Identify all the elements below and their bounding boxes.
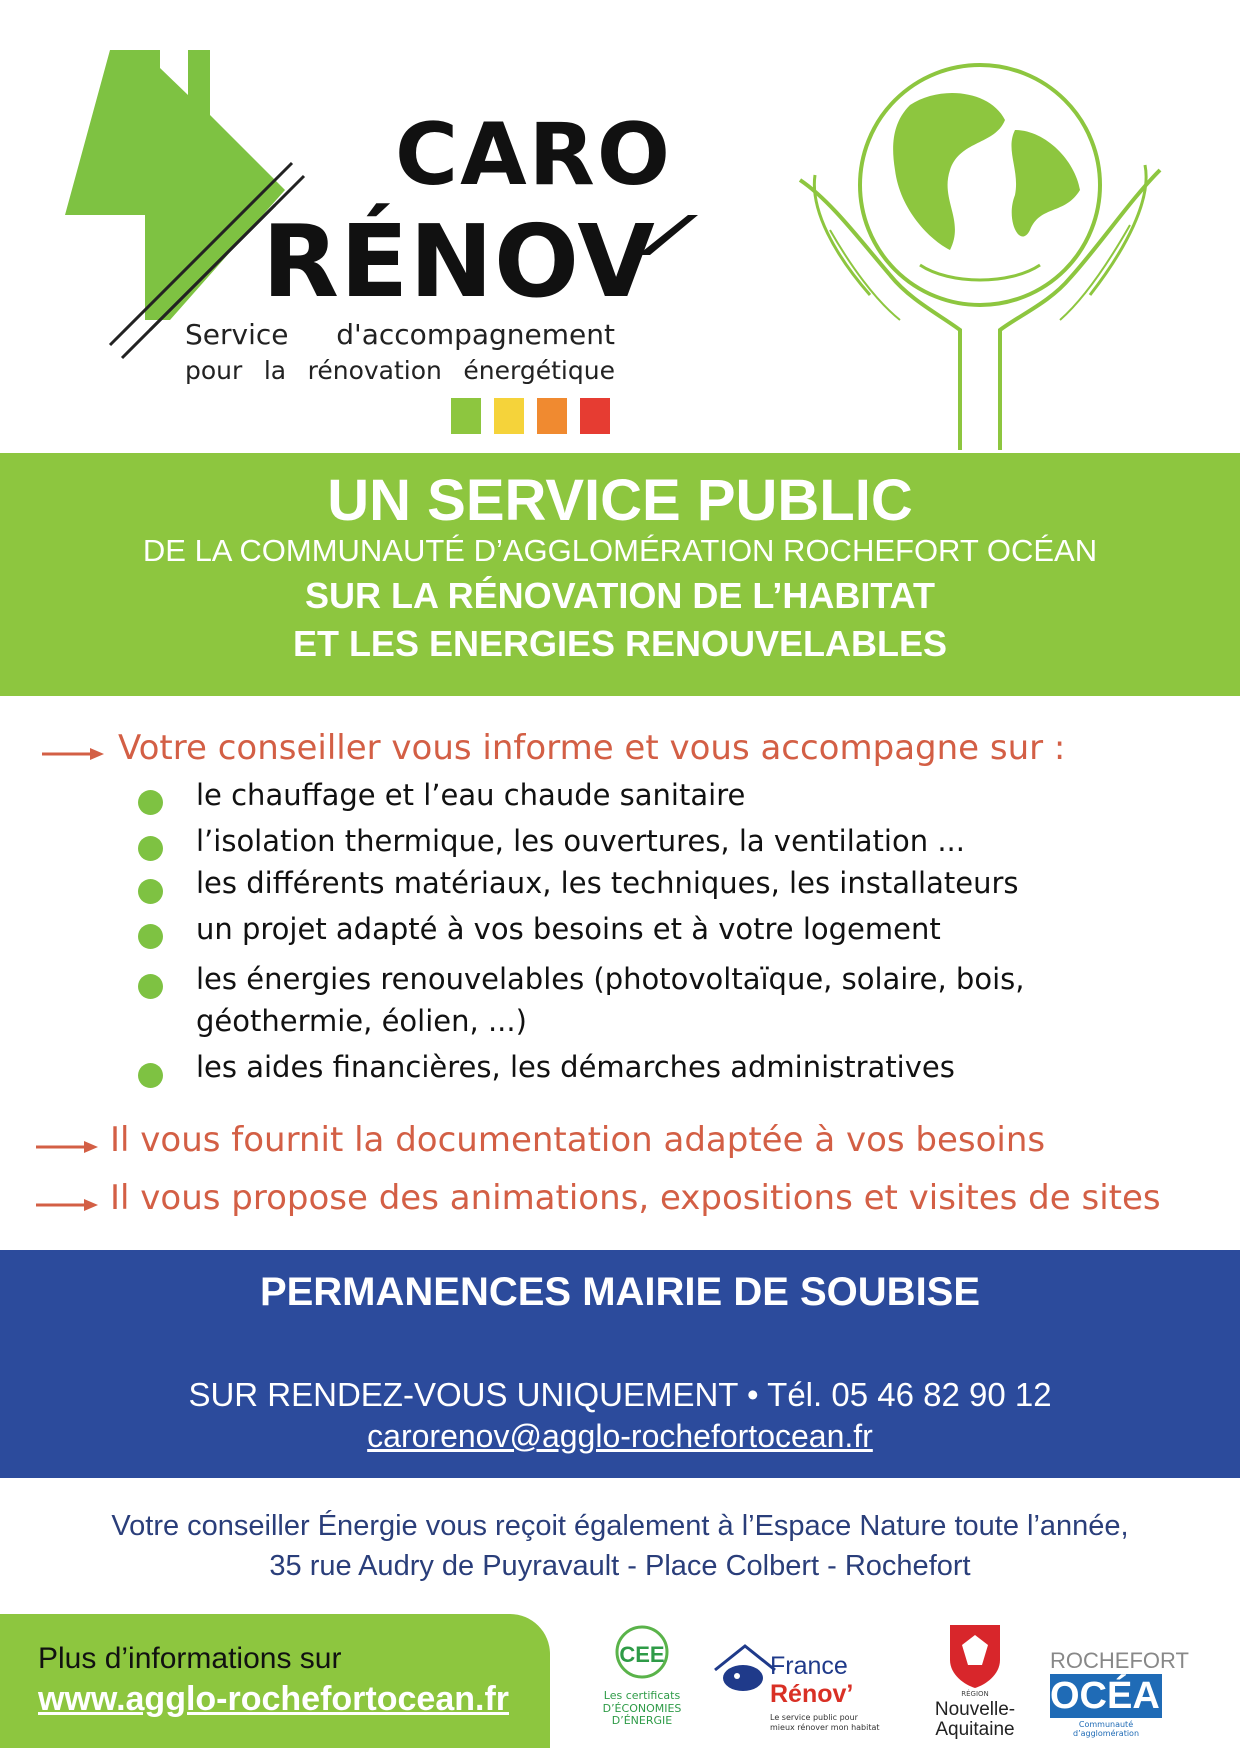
- france-renov-caption: Le service public pour mieux rénover mon habitat: [770, 1713, 880, 1732]
- bullet-icon: [138, 1063, 163, 1088]
- tagline-word: pour: [185, 356, 243, 385]
- list-item: le chauffage et l’eau chaude sanitaire: [196, 778, 746, 812]
- appointment-phone: SUR RENDEZ-VOUS UNIQUEMENT • Tél. 05 46 82 90 12: [188, 1376, 1052, 1413]
- band-title: UN SERVICE PUBLIC: [327, 468, 913, 533]
- tagline-word: d'accompagnement: [336, 318, 615, 351]
- swatch-yellow: [494, 398, 524, 434]
- cee-caption: Les certificats D’ÉCONOMIES D’ÉNERGIE: [602, 1689, 682, 1728]
- nouvelle-aquitaine-crest-icon: [940, 1620, 1010, 1690]
- france-renov-word2: Rénov’: [770, 1680, 854, 1708]
- arrow-right-icon: [42, 747, 104, 761]
- cee-logo-icon: [596, 1622, 688, 1747]
- service-public-band: [0, 453, 1240, 696]
- bullet-icon: [138, 836, 163, 861]
- bullet-icon: [138, 924, 163, 949]
- list-item: les différents matériaux, les techniques, les installateurs: [196, 866, 1019, 900]
- band-subtitle: DE LA COMMUNAUTÉ D’AGGLOMÉRATION ROCHEFORT OCÉAN: [142, 533, 1098, 568]
- documentation-point: Il vous fournit la documentation adaptée à vos besoins: [110, 1120, 1046, 1160]
- brand-title-line2: RÉNOV: [262, 203, 656, 320]
- cee-badge-text: CEE: [619, 1642, 665, 1667]
- bullet-icon: [138, 974, 163, 999]
- region-name: Nouvelle-Aquitaine: [934, 1699, 1016, 1740]
- bullet-icon: [138, 790, 163, 815]
- list-item: les énergies renouvelables (photovoltaïque, solaire, bois,: [196, 962, 1025, 996]
- swatch-green: [451, 398, 481, 434]
- hands-globe-icon: [790, 50, 1170, 455]
- list-item: un projet adapté à vos besoins et à votre logement: [196, 912, 941, 946]
- permanences-title: PERMANENCES MAIRIE DE SOUBISE: [259, 1270, 981, 1314]
- rochefort-caption: Communauté d’agglomération: [1072, 1720, 1140, 1738]
- tagline-line2: [185, 356, 615, 385]
- list-item: les aides financières, les démarches administratives: [196, 1050, 955, 1084]
- address-line1: Votre conseiller Énergie vous reçoit également à l’Espace Nature toute l’année,: [111, 1510, 1129, 1542]
- email-link[interactable]: carorenov@agglo-rochefortocean.fr: [367, 1418, 873, 1454]
- brand-title-line1: CARO: [395, 105, 673, 205]
- tagline-line1: [185, 318, 615, 351]
- region-label: RÉGION: [961, 1690, 989, 1698]
- list-item-continuation: géothermie, éolien, ...): [196, 1004, 527, 1038]
- tagline-word: rénovation: [307, 356, 442, 385]
- animations-point: Il vous propose des animations, expositions et visites de sites: [110, 1178, 1161, 1218]
- band-line4: ET LES ENERGIES RENOUVELABLES: [292, 623, 948, 664]
- address-line2: 35 rue Audry de Puyravault - Place Colbert - Rochefort: [269, 1550, 971, 1582]
- tagline-word: énergétique: [463, 356, 615, 385]
- more-info-label: Plus d’informations sur: [38, 1642, 342, 1675]
- swatch-red: [580, 398, 610, 434]
- website-link[interactable]: www.agglo-rochefortocean.fr: [38, 1680, 510, 1718]
- arrow-right-icon: [36, 1140, 98, 1154]
- swatch-orange: [537, 398, 567, 434]
- tagline-word: la: [263, 356, 287, 385]
- list-item: l’isolation thermique, les ouvertures, la ventilation ...: [196, 824, 965, 858]
- ocean-word: OCÉAN: [1050, 1675, 1188, 1717]
- band-line3: SUR LA RÉNOVATION DE L’HABITAT: [305, 575, 935, 616]
- brand-apostrophe-icon: [628, 210, 698, 260]
- bullet-icon: [138, 879, 163, 904]
- advisor-lead: Votre conseiller vous informe et vous accompagne sur :: [118, 728, 1066, 768]
- france-renov-word1: France: [770, 1652, 848, 1680]
- energy-color-swatches: [451, 398, 610, 434]
- arrow-right-icon: [36, 1198, 98, 1212]
- tagline-word: Service: [185, 318, 289, 351]
- rochefort-word: ROCHEFORT: [1050, 1648, 1189, 1673]
- permanences-band: [0, 1250, 1240, 1478]
